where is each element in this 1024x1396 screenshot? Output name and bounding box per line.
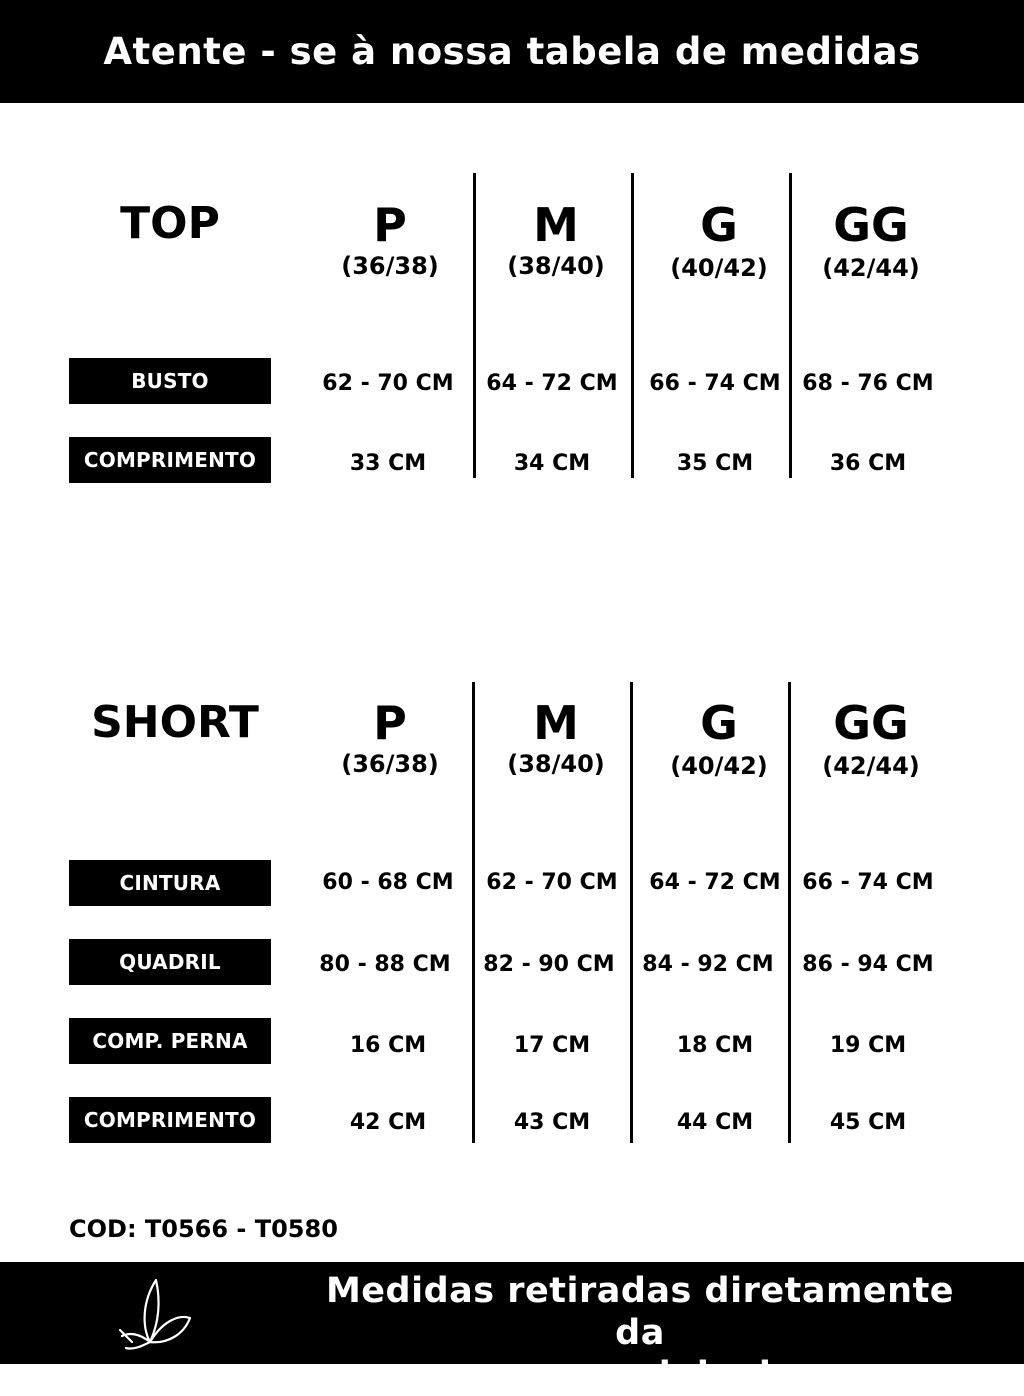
size-letter: G	[700, 696, 738, 750]
table-cell: 68 - 76 CM	[802, 371, 934, 396]
short-section-title: SHORT	[91, 697, 259, 748]
table-cell: 64 - 72 CM	[649, 870, 781, 895]
table-cell: 62 - 70 CM	[486, 870, 618, 895]
table-cell: 43 CM	[513, 1110, 591, 1135]
table-cell: 19 CM	[829, 1033, 907, 1058]
size-letter: P	[373, 198, 407, 252]
footer-bar	[0, 1262, 1024, 1395]
table-cell: 42 CM	[349, 1110, 427, 1135]
butterfly-logo-icon	[112, 1272, 194, 1354]
short-size-p	[315, 698, 465, 778]
table-cell: 64 - 72 CM	[486, 371, 618, 396]
table-cell: 86 - 94 CM	[802, 952, 934, 977]
short-size-g	[644, 698, 794, 780]
table-cell: 84 - 92 CM	[642, 952, 774, 977]
top-section-title: TOP	[120, 198, 220, 249]
size-range: (36/38)	[341, 750, 439, 778]
product-code: COD: T0566 - T0580	[69, 1215, 338, 1243]
footer-note-line: Medidas retiradas diretamente da	[325, 1271, 955, 1353]
size-letter: GG	[833, 198, 909, 252]
size-range: (40/42)	[670, 254, 768, 282]
footer-note-line: peça original	[508, 1355, 772, 1395]
size-range: (38/40)	[507, 750, 605, 778]
table-cell: 17 CM	[513, 1033, 591, 1058]
row-label-quadril: QUADRIL	[69, 939, 271, 985]
table-cell: 18 CM	[676, 1033, 754, 1058]
row-label-cintura: CINTURA	[69, 860, 271, 906]
column-divider	[630, 682, 633, 1143]
column-divider	[472, 682, 475, 1143]
table-cell: 44 CM	[676, 1110, 754, 1135]
footer-note	[300, 1270, 980, 1396]
table-cell: 62 - 70 CM	[322, 371, 454, 396]
row-label-comprimento: COMPRIMENTO	[69, 437, 271, 483]
column-divider	[788, 682, 791, 1143]
short-size-gg	[796, 698, 946, 780]
size-range: (36/38)	[341, 252, 439, 280]
size-letter: P	[373, 696, 407, 750]
size-range: (42/44)	[822, 752, 920, 780]
table-cell: 33 CM	[349, 451, 427, 476]
table-cell: 60 - 68 CM	[322, 870, 454, 895]
table-cell: 66 - 74 CM	[649, 371, 781, 396]
size-letter: GG	[833, 696, 909, 750]
table-cell: 66 - 74 CM	[802, 870, 934, 895]
table-cell: 34 CM	[513, 451, 591, 476]
header-title: Atente - se à nossa tabela de medidas	[103, 30, 921, 73]
table-cell: 36 CM	[829, 451, 907, 476]
size-range: (38/40)	[507, 252, 605, 280]
row-label-busto: BUSTO	[69, 358, 271, 404]
row-label-comp-perna: COMP. PERNA	[69, 1018, 271, 1064]
size-range: (42/44)	[822, 254, 920, 282]
size-letter: G	[700, 198, 738, 252]
size-letter: M	[533, 696, 579, 750]
table-cell: 80 - 88 CM	[319, 952, 451, 977]
short-size-m	[481, 698, 631, 778]
table-cell: 82 - 90 CM	[483, 952, 615, 977]
table-cell: 45 CM	[829, 1110, 907, 1135]
size-letter: M	[533, 198, 579, 252]
table-cell: 35 CM	[676, 451, 754, 476]
size-range: (40/42)	[670, 752, 768, 780]
row-label-comprimento: COMPRIMENTO	[69, 1097, 271, 1143]
table-cell: 16 CM	[349, 1033, 427, 1058]
